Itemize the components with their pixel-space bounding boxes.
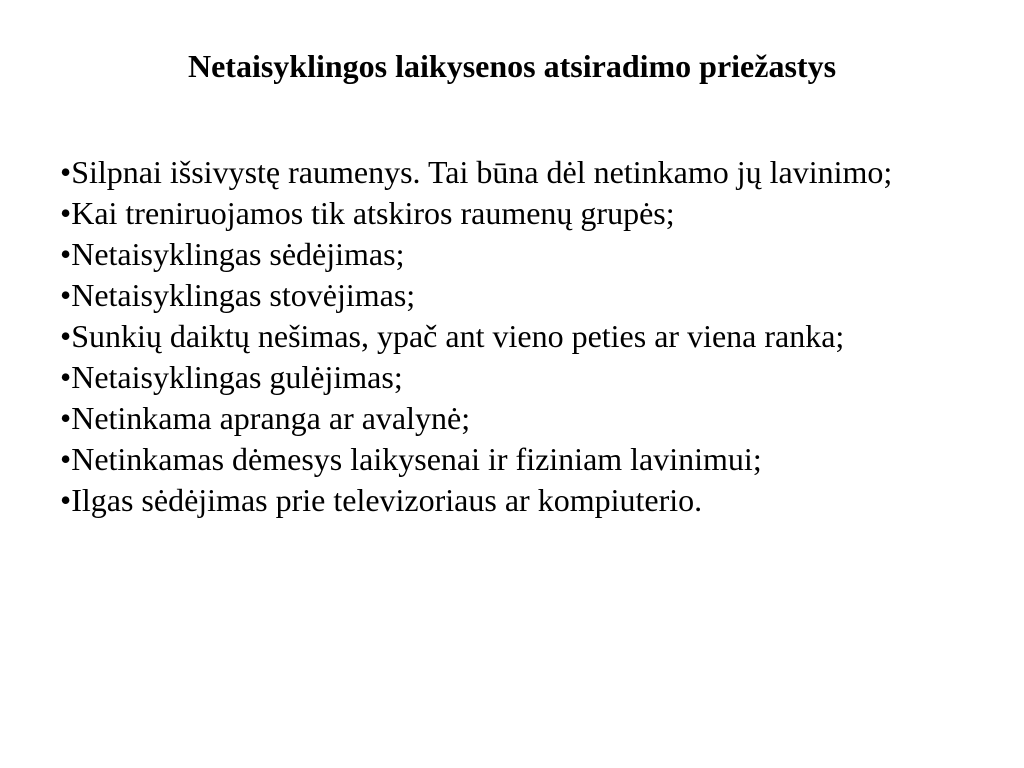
bullet-text: Silpnai išsivystę raumenys. Tai būna dėl netinkamo jų lavinimo; (71, 154, 893, 190)
bullet-mark: • (60, 482, 72, 518)
bullet-text: Sunkių daiktų nešimas, ypač ant vieno peties ar viena ranka; (71, 318, 845, 354)
bullet-mark: • (60, 318, 72, 354)
bullet-text: Ilgas sėdėjimas prie televizoriaus ar kompiuterio. (71, 482, 703, 518)
bullet-item (60, 234, 964, 275)
bullet-text: Netaisyklingas stovėjimas; (71, 277, 416, 313)
bullet-list (60, 152, 964, 521)
bullet-item (60, 275, 964, 316)
bullet-mark: • (60, 277, 72, 313)
bullet-mark: • (60, 359, 72, 395)
bullet-item (60, 152, 964, 193)
bullet-item (60, 316, 964, 357)
bullet-mark: • (60, 400, 72, 436)
bullet-mark: • (60, 154, 72, 190)
bullet-item (60, 439, 964, 480)
bullet-text: Netaisyklingas gulėjimas; (71, 359, 403, 395)
bullet-text: Netaisyklingas sėdėjimas; (71, 236, 405, 272)
bullet-mark: • (60, 195, 72, 231)
bullet-item (60, 357, 964, 398)
bullet-item (60, 398, 964, 439)
bullet-text: Netinkamas dėmesys laikysenai ir fiziniam lavinimui; (71, 441, 762, 477)
bullet-mark: • (60, 236, 72, 272)
bullet-text: Netinkama apranga ar avalynė; (71, 400, 471, 436)
slide-title: Netaisyklingos laikysenos atsiradimo priežastys (187, 48, 837, 84)
bullet-text: Kai treniruojamos tik atskiros raumenų grupės; (71, 195, 675, 231)
bullet-item (60, 480, 964, 521)
bullet-item (60, 193, 964, 234)
bullet-mark: • (60, 441, 72, 477)
